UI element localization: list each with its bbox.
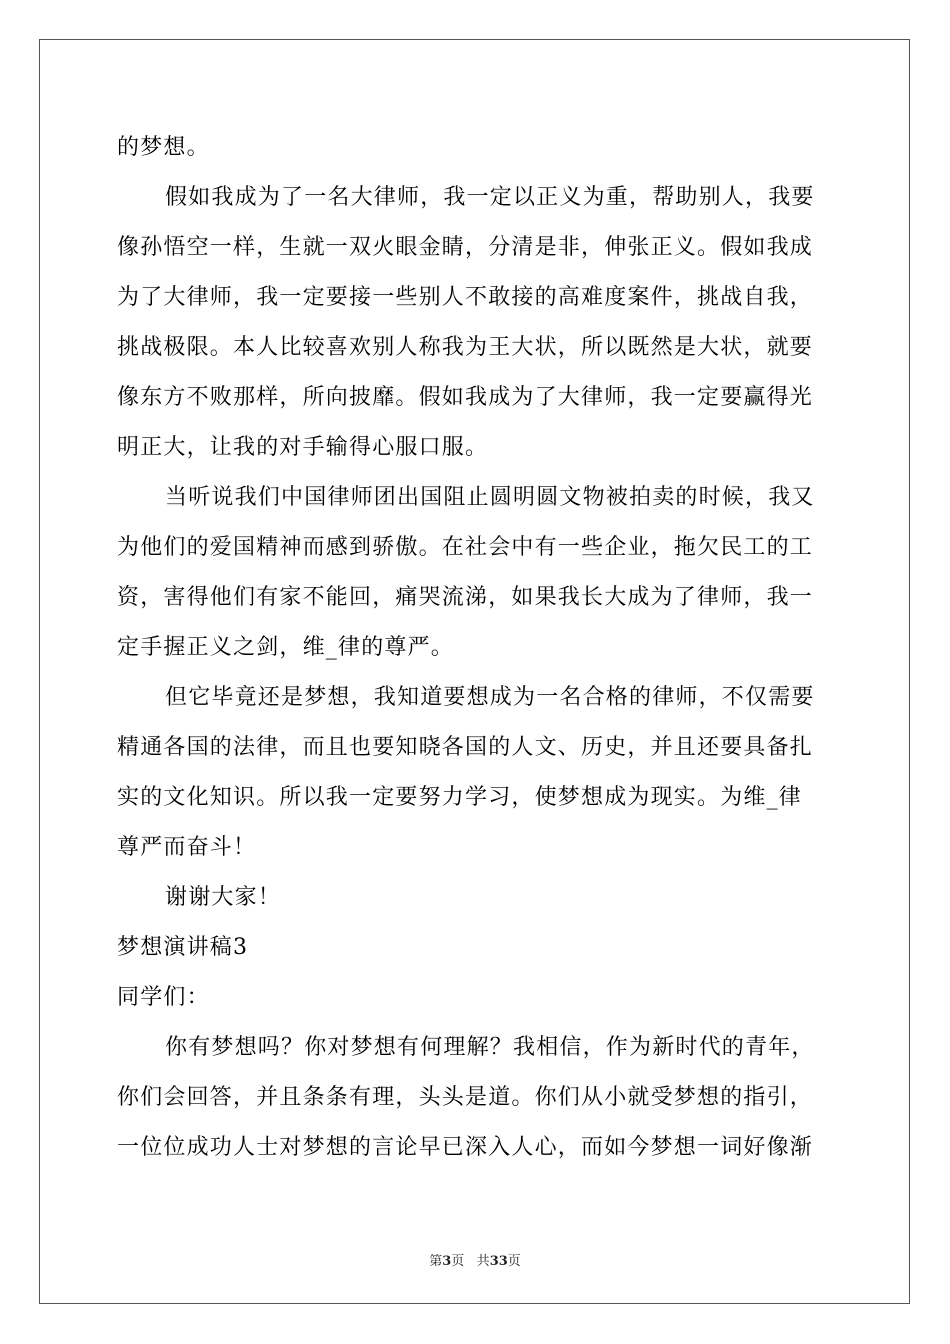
text-line: 你们会回答，并且条条有理，头头是道。你们从小就受梦想的指引， — [117, 1085, 814, 1110]
text-line: 实的文化知识。所以我一定要努力学习，使梦想成为现实。为维_律 — [117, 785, 803, 810]
footer-total-unit: 页 — [507, 1254, 521, 1269]
text-line: 定手握正义之剑，维_律的尊严。 — [117, 635, 455, 660]
text-line: 尊严而奋斗！ — [117, 835, 257, 860]
text-line: 一位位成功人士对梦想的言论早已深入人心，而如今梦想一词好像渐 — [117, 1135, 814, 1160]
section-heading: 梦想演讲稿3 — [117, 935, 249, 960]
text-line: 精通各国的法律，而且也要知晓各国的人文、历史，并且还要具备扎 — [117, 735, 814, 760]
footer-page-number: 3 — [442, 1254, 452, 1269]
text-line: 假如我成为了一名大律师，我一定以正义为重，帮助别人，我要 — [165, 185, 815, 210]
text-line: 但它毕竟还是梦想，我知道要想成为一名合格的律师，不仅需要 — [165, 685, 815, 710]
page-footer — [0, 1250, 950, 1269]
text-line: 为了大律师，我一定要接一些别人不敢接的高难度案件，挑战自我， — [117, 285, 814, 310]
text-line: 谢谢大家！ — [165, 885, 282, 910]
footer-total-prefix: 共 — [476, 1254, 490, 1269]
text-line: 当听说我们中国律师团出国阻止圆明圆文物被拍卖的时候，我又 — [165, 485, 815, 510]
text-line: 像东方不败那样，所向披靡。假如我成为了大律师，我一定要赢得光 — [117, 385, 814, 410]
text-line: 挑战极限。本人比较喜欢别人称我为王大状，所以既然是大状，就要 — [117, 335, 814, 360]
footer-total-pages: 33 — [489, 1254, 508, 1269]
footer-page-unit: 页 — [451, 1254, 465, 1269]
salutation: 同学们： — [117, 985, 210, 1010]
footer-page-prefix: 第 — [429, 1254, 443, 1269]
text-line: 你有梦想吗？你对梦想有何理解？我相信，作为新时代的青年， — [165, 1035, 815, 1060]
text-line: 像孙悟空一样，生就一双火眼金睛，分清是非，伸张正义。假如我成 — [117, 235, 814, 260]
text-line: 明正大，让我的对手输得心服口服。 — [117, 435, 489, 460]
text-line: 的梦想。 — [117, 135, 210, 160]
text-line: 为他们的爱国精神而感到骄傲。在社会中有一些企业，拖欠民工的工 — [117, 535, 814, 560]
document-body — [117, 123, 837, 1173]
text-line: 资，害得他们有家不能回，痛哭流涕，如果我长大成为了律师，我一 — [117, 585, 814, 610]
